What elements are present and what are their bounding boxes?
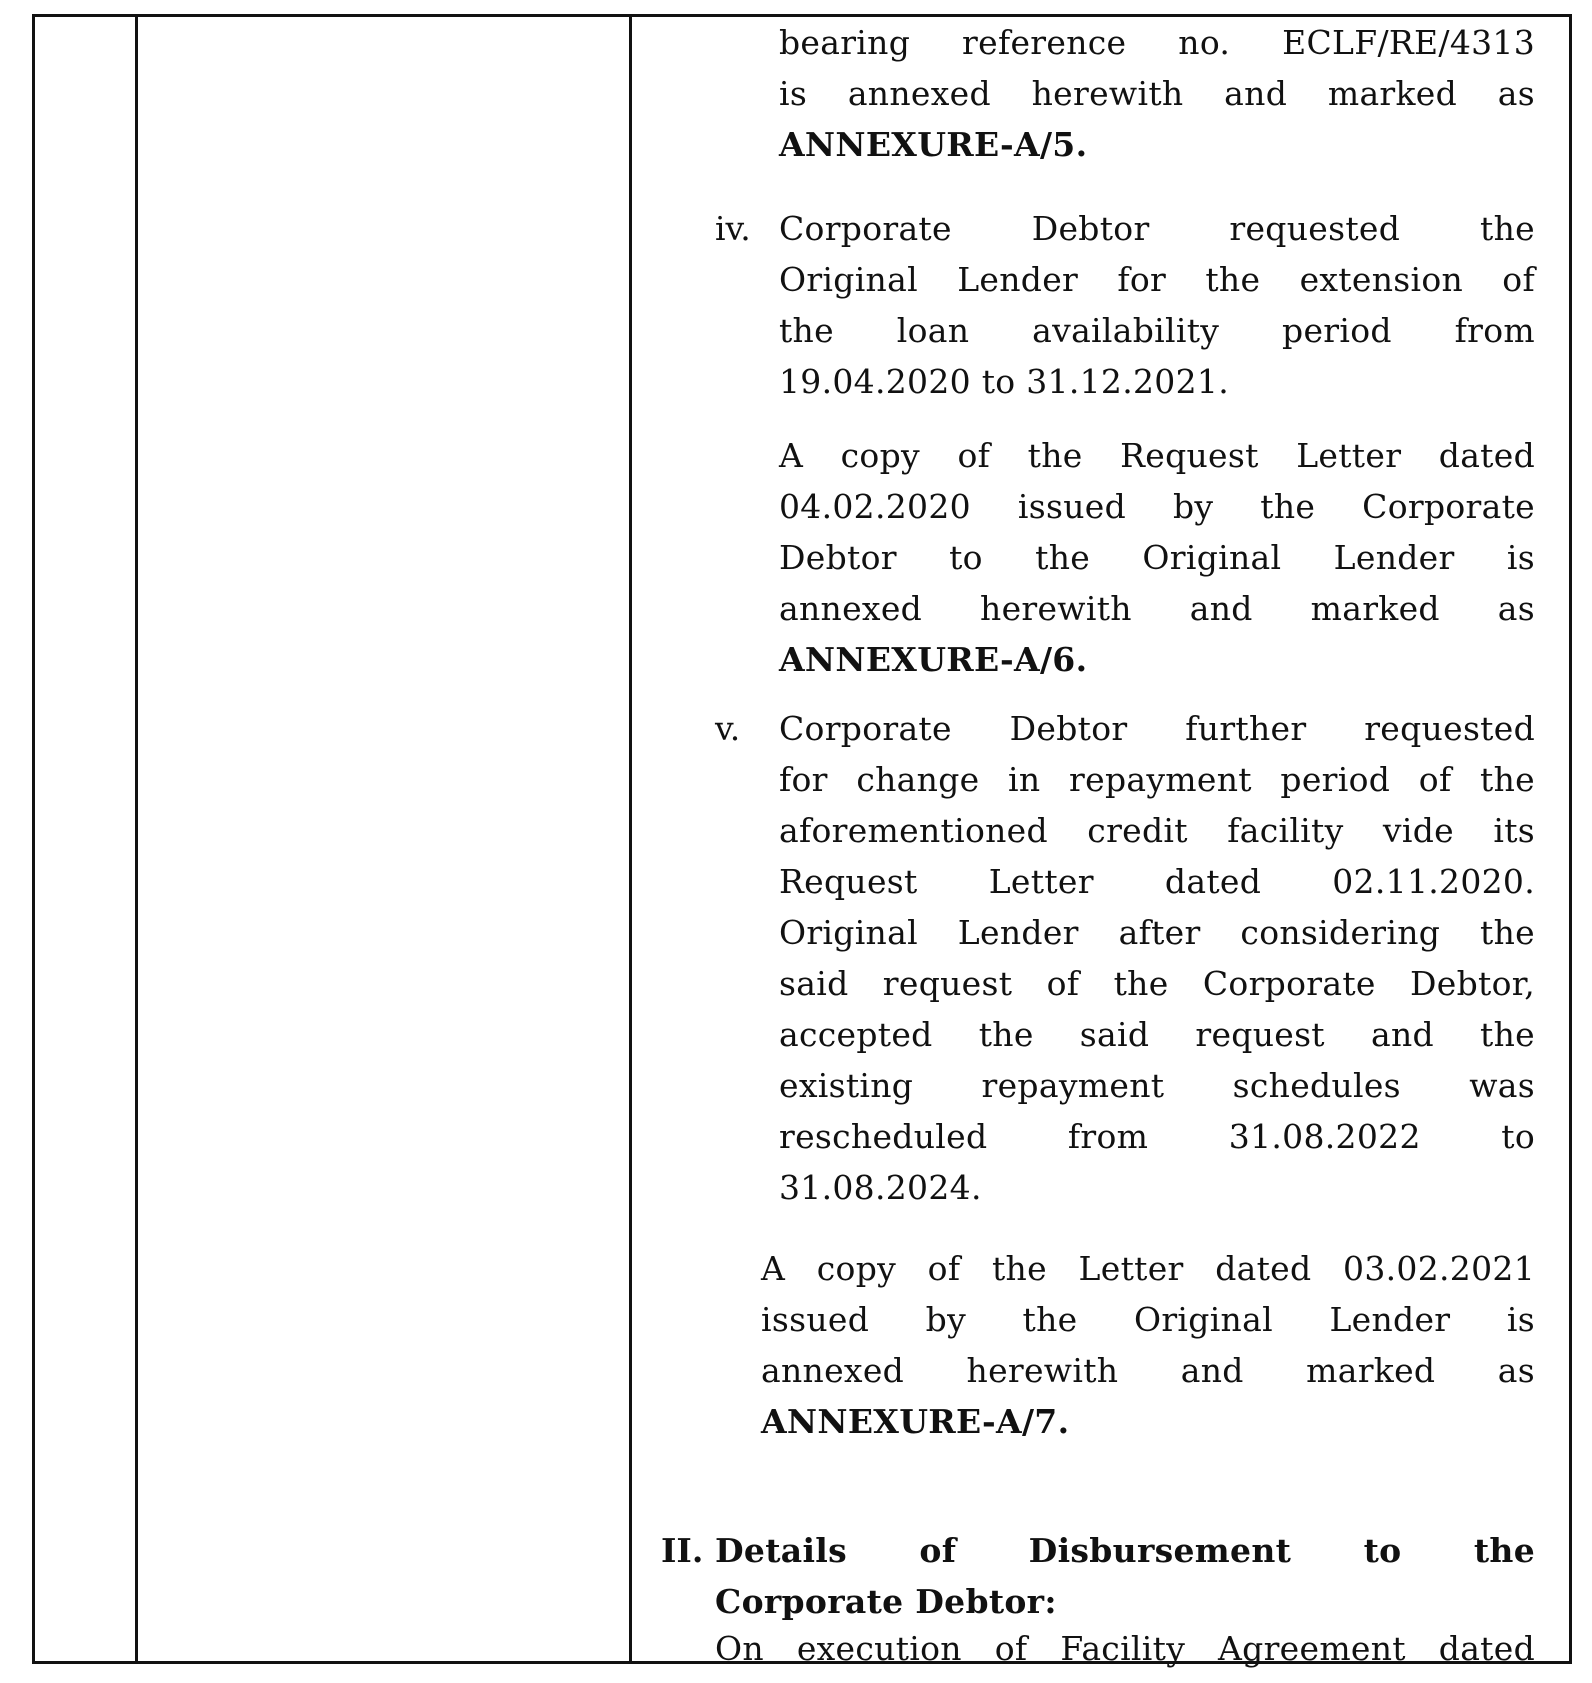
annexure-label: ANNEXURE-A/6. xyxy=(779,640,1088,679)
text-line: 04.02.2020 issued by the Corporate xyxy=(779,487,1535,526)
item-iv-paragraph xyxy=(779,203,1535,407)
text-line: for change in repayment period of the xyxy=(779,760,1535,799)
continuation-paragraph xyxy=(779,17,1535,170)
text-line: Corporate Debtor further requested xyxy=(779,709,1535,748)
item-iv-copy-paragraph xyxy=(779,430,1535,685)
text-line: the loan availability period from xyxy=(779,311,1535,350)
text-line: Request Letter dated 02.11.2020. xyxy=(779,862,1535,901)
text-line: aforementioned credit facility vide its xyxy=(779,811,1535,850)
section-heading-line: Details of Disbursement to the xyxy=(715,1531,1535,1570)
right-column-content xyxy=(35,17,1569,1668)
text-line: is annexed herewith and marked as xyxy=(779,74,1535,113)
text-line: 31.08.2024. xyxy=(779,1168,982,1207)
text-line: said request of the Corporate Debtor, xyxy=(779,964,1535,1003)
text-line: existing repayment schedules was xyxy=(779,1066,1535,1105)
text-line: A copy of the Request Letter dated xyxy=(779,436,1535,475)
document-table xyxy=(32,14,1572,1668)
text-line: Corporate Debtor requested the xyxy=(779,209,1535,248)
item-v-label: v. xyxy=(715,709,741,748)
annexure-label: ANNEXURE-A/5. xyxy=(779,125,1088,164)
text-line: Original Lender for the extension of xyxy=(779,260,1535,299)
item-v-copy-paragraph xyxy=(761,1243,1535,1447)
text-line: issued by the Original Lender is xyxy=(761,1300,1535,1339)
text-line: bearing reference no. ECLF/RE/4313 xyxy=(779,23,1535,62)
text-line: Original Lender after considering the xyxy=(779,913,1535,952)
annexure-label: ANNEXURE-A/7. xyxy=(761,1402,1070,1441)
item-v-paragraph xyxy=(779,703,1535,1213)
section-ii-label: II. xyxy=(661,1531,704,1570)
text-line: annexed herewith and marked as xyxy=(779,589,1535,628)
section-heading-line: Corporate Debtor: xyxy=(715,1582,1057,1621)
text-line: rescheduled from 31.08.2022 to xyxy=(779,1117,1535,1156)
section-ii-heading xyxy=(715,1525,1535,1627)
item-iv-label: iv. xyxy=(715,209,751,248)
text-line: On execution of Facility Agreement dated xyxy=(715,1629,1535,1668)
section-ii-body xyxy=(715,1623,1535,1674)
text-line: 19.04.2020 to 31.12.2021. xyxy=(779,362,1229,401)
text-line: accepted the said request and the xyxy=(779,1015,1535,1054)
text-line: A copy of the Letter dated 03.02.2021 xyxy=(761,1249,1535,1288)
text-line: annexed herewith and marked as xyxy=(761,1351,1535,1390)
text-line: Debtor to the Original Lender is xyxy=(779,538,1535,577)
